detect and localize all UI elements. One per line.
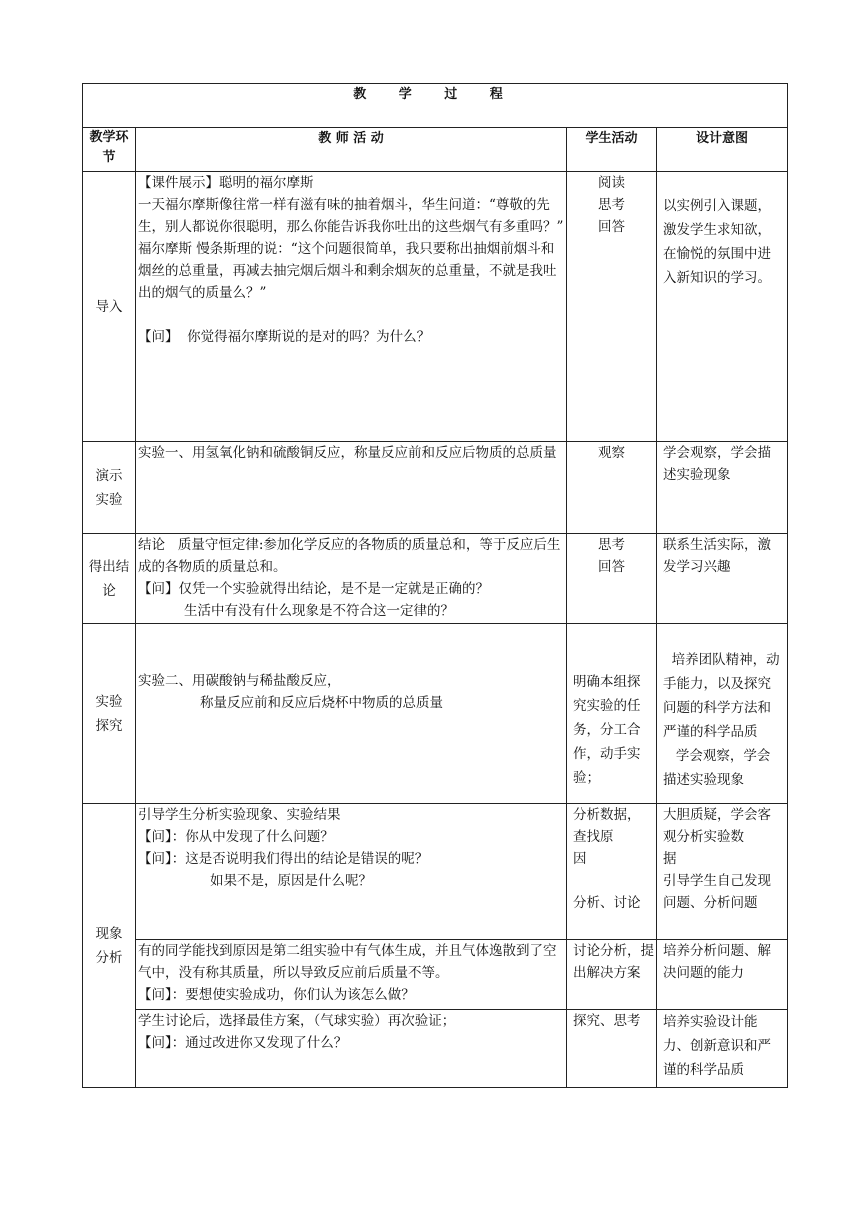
text-line: 现象 xyxy=(95,925,123,942)
teaching-process-table xyxy=(82,83,788,1088)
row-demo xyxy=(83,442,788,534)
teacher-conclusion xyxy=(136,534,567,624)
text-line: 【问】：你从中发现了什么问题？ xyxy=(138,829,334,845)
text-line: 分析数据， xyxy=(573,807,641,823)
stage-demo xyxy=(83,442,136,534)
row-analysis-1 xyxy=(83,804,788,940)
text-line: 论 xyxy=(102,582,116,599)
text-line: 学会观察，学会描述实验现象 xyxy=(663,748,771,788)
student-analysis-2: 讨论分析，提出解决方案 xyxy=(567,940,657,1010)
stage-analysis xyxy=(83,804,136,1088)
text-line: 实验 xyxy=(95,491,123,508)
text-line: 思考 xyxy=(598,197,625,213)
design-analysis-1 xyxy=(657,804,788,940)
text-line: 生活中有没有什么现象是不符合这一定律的？ xyxy=(184,603,454,619)
text-line: 据 xyxy=(663,851,677,867)
text-line: 分析 xyxy=(95,949,123,966)
design-explore xyxy=(657,624,788,804)
text-line: 实验 xyxy=(95,693,123,710)
table-title: 教 学 过 程 xyxy=(83,84,788,128)
student-analysis-1 xyxy=(567,804,657,940)
row-analysis-2 xyxy=(83,940,788,1010)
text-line: 学生讨论后，选择最佳方案，（气球实验）再次验证； xyxy=(138,1013,456,1029)
text-line: 大胆质疑，学会客观分析实验数 xyxy=(663,807,771,845)
teacher-demo: 实验一、用氢氧化钠和硫酸铜反应，称量反应前和反应后物质的总质量 xyxy=(136,442,567,534)
text-line: 思考 xyxy=(598,537,625,553)
stage-conclusion xyxy=(83,534,136,624)
text-line: 结论 质量守恒定律:参加化学反应的各物质的质量总和，等于反应后生成的各物质的质量总和。 xyxy=(138,537,561,575)
teacher-analysis-3 xyxy=(136,1010,567,1088)
text-line: 【问】：这是否说明我们得出的结论是错误的呢？ xyxy=(138,851,429,867)
row-explore xyxy=(83,624,788,804)
text-line: 引导学生分析实验现象、实验结果 xyxy=(138,807,341,823)
title-row xyxy=(83,84,788,128)
text-line: 因 xyxy=(573,851,587,867)
design-analysis-2: 培养分析问题、解决问题的能力 xyxy=(657,940,788,1010)
header-stage: 教学环节 xyxy=(83,128,136,172)
student-conclusion xyxy=(567,534,657,624)
text-line: 引导学生自己发现问题、分析问题 xyxy=(663,873,771,911)
text-line: 分析、讨论 xyxy=(573,895,641,911)
text-line: 阅读 xyxy=(598,175,625,191)
text-line: 探究 xyxy=(95,717,123,734)
design-demo: 学会观察，学会描述实验现象 xyxy=(657,442,788,534)
design-conclusion: 联系生活实际，激发学习兴趣 xyxy=(657,534,788,624)
student-explore: 明确本组探究实验的任务，分工合作，动手实验； xyxy=(567,624,657,804)
text-line: 【问】 你觉得福尔摩斯说的是对的吗？为什么？ xyxy=(138,329,431,345)
header-design: 设计意图 xyxy=(657,128,788,172)
teacher-explore xyxy=(136,624,567,804)
text-line: 【问】仅凭一个实验就得出结论，是不是一定就是正确的？ xyxy=(138,581,489,597)
stage-explore xyxy=(83,624,136,804)
text-line: 演示 xyxy=(95,467,123,484)
stage-intro: 导入 xyxy=(83,172,136,442)
header-student: 学生活动 xyxy=(567,128,657,172)
design-analysis-3: 培养实验设计能力、创新意识和严谨的科学品质 xyxy=(657,1010,788,1088)
text-line xyxy=(573,870,654,892)
row-conclusion xyxy=(83,534,788,624)
text-line: 【问】：通过改进你又发现了什么？ xyxy=(138,1035,348,1051)
text-line: 福尔摩斯 慢条斯理的说：“这个问题很简单，我只要称出抽烟前烟斗和烟丝的总重量，再减去抽完烟后烟斗和剩余烟灰的总重量，不就是我吐出的烟气的质量么？” xyxy=(138,241,557,301)
text-line: 一天福尔摩斯像往常一样有滋有味的抽着烟斗，华生问道：“尊敬的先生，别人都说你很聪明，那么你能告诉我你吐出的这些烟气有多重吗？” xyxy=(138,197,564,235)
header-teacher: 教 师 活 动 xyxy=(136,128,567,172)
text-line: 【问】：要想使实验成功，你们认为该怎么做？ xyxy=(138,987,415,1003)
text-line: 回答 xyxy=(598,559,625,575)
text-line: 查找原 xyxy=(573,829,614,845)
student-intro xyxy=(567,172,657,442)
design-intro: 以实例引入课题，激发学生求知欲，在愉悦的氛围中进入新知识的学习。 xyxy=(657,172,788,442)
text-line: 【课件展示】聪明的福尔摩斯 xyxy=(138,175,314,191)
student-demo: 观察 xyxy=(567,442,657,534)
teacher-analysis-1 xyxy=(136,804,567,940)
text-line: 得出结 xyxy=(88,558,130,575)
teacher-intro xyxy=(136,172,567,442)
student-analysis-3: 探究、思考 xyxy=(567,1010,657,1088)
header-row xyxy=(83,128,788,172)
teacher-analysis-2 xyxy=(136,940,567,1010)
text-line: 回答 xyxy=(598,219,625,235)
text-line: 有的同学能找到原因是第二组实验中有气体生成，并且气体逸散到了空气中，没有称其质量，所以导致反应前后质量不等。 xyxy=(138,943,557,981)
row-analysis-3 xyxy=(83,1010,788,1088)
text-line: 如果不是，原因是什么呢？ xyxy=(210,873,372,889)
text-line: 实验二、用碳酸钠与稀盐酸反应， xyxy=(138,673,341,689)
text-line: 培养团队精神，动手能力，以及探究问题的科学方法和严谨的科学品质 xyxy=(663,652,780,740)
text-line xyxy=(138,304,564,326)
row-intro xyxy=(83,172,788,442)
text-line: 称量反应前和反应后烧杯中物质的总质量 xyxy=(200,695,443,711)
